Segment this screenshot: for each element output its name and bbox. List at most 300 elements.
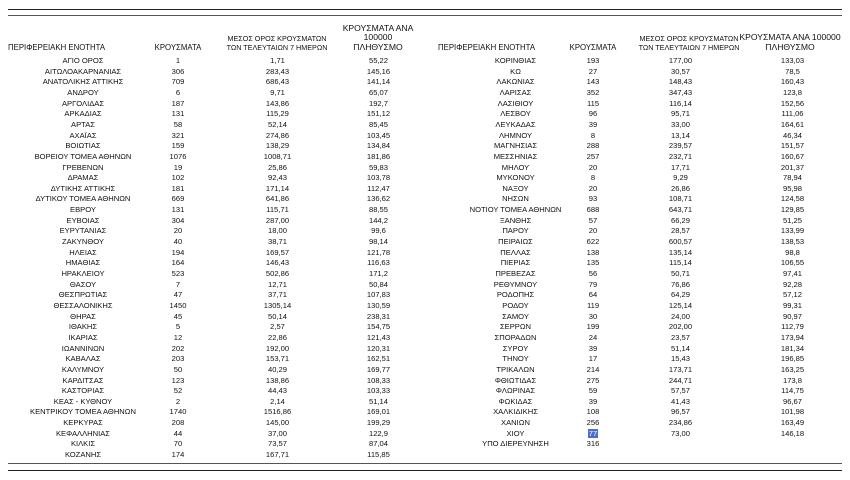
per100k-value: 136,62: [366, 194, 391, 204]
avg7-value: 146,43: [265, 258, 290, 268]
avg7-value: 9,71: [270, 87, 285, 97]
per100k-value: 50,84: [368, 279, 388, 289]
per100k-value: 162,51: [366, 354, 391, 364]
per100k-value: 120,31: [366, 343, 391, 353]
cases-value: 256: [586, 418, 600, 428]
region-name: ΠΙΕΡΙΑΣ: [500, 258, 531, 268]
per100k-value: 133,03: [780, 56, 805, 65]
avg7-value: 234,86: [668, 418, 693, 428]
per100k-value: 101,98: [780, 407, 805, 417]
per100k-value: 124,58: [780, 194, 805, 204]
cases-value: 203: [171, 354, 185, 364]
per100k-value: 88,55: [368, 205, 388, 215]
cases-value: 138: [586, 247, 600, 257]
table-row: [8, 429, 433, 438]
table-row: [433, 386, 842, 395]
cases-value: 135: [586, 258, 600, 268]
region-name: ΘΑΣΟΥ: [69, 279, 97, 289]
region-name: ΒΟΡΕΙΟΥ ΤΟΜΕΑ ΑΘΗΝΩΝ: [34, 151, 132, 161]
cases-value: 181: [171, 183, 185, 193]
table-row: [433, 365, 842, 374]
table-row: [433, 56, 842, 65]
region-name: ΗΛΕΙΑΣ: [69, 247, 97, 257]
table-row: [433, 173, 842, 182]
region-name: ΧΑΛΚΙΔΙΚΗΣ: [493, 407, 538, 417]
left-header-region: ΠΕΡΙΦΕΡΕΙΑΚΗ ΕΝΟΤΗΤΑ: [8, 42, 106, 52]
cases-value: 45: [173, 311, 183, 321]
per100k-value: 196,85: [780, 354, 805, 364]
region-name: ΛΑΣΙΘΙΟΥ: [497, 98, 534, 108]
avg7-value: 347,43: [668, 87, 693, 97]
per100k-value: 238,31: [366, 311, 391, 321]
per100k-value: 145,16: [366, 66, 391, 76]
table-row: [8, 312, 433, 321]
table-row: [8, 290, 433, 299]
avg7-value: 138,29: [265, 141, 290, 151]
cases-value: 187: [171, 98, 185, 108]
cases-value: 20: [588, 162, 598, 172]
region-name: ΕΥΡΥΤΑΝΙΑΣ: [59, 226, 107, 236]
cases-value: 288: [586, 141, 600, 151]
avg7-value: 40,29: [267, 364, 287, 374]
region-name: ΑΝΑΤΟΛΙΚΗΣ ΑΤΤΙΚΗΣ: [42, 77, 124, 87]
per100k-value: 96,67: [782, 396, 802, 406]
avg7-value: 135,14: [668, 247, 693, 257]
per100k-value: 98,8: [785, 247, 800, 257]
avg7-value: 76,86: [670, 279, 690, 289]
region-name: ΙΘΑΚΗΣ: [68, 322, 98, 332]
region-name: ΚΙΛΚΙΣ: [70, 439, 96, 449]
avg7-value: 116,14: [669, 98, 692, 108]
avg7-value: 95,71: [670, 109, 690, 119]
table-row: [8, 88, 433, 97]
cases-value: 47: [173, 290, 183, 300]
per100k-value: 171,2: [368, 269, 388, 278]
region-name: ΔΡΑΜΑΣ: [67, 173, 99, 183]
region-name: ΠΕΙΡΑΙΩΣ: [498, 237, 533, 247]
per100k-value: 103,78: [366, 173, 391, 183]
table-row: [8, 56, 433, 65]
per100k-value: 85,45: [368, 119, 388, 129]
avg7-value: 167,71: [265, 450, 290, 460]
region-name: ΜΗΛΟΥ: [501, 162, 530, 172]
per100k-value: 151,12: [366, 109, 391, 119]
avg7-value: 1,71: [270, 56, 285, 65]
table-row: [433, 88, 842, 97]
per100k-value: 98,14: [368, 237, 388, 247]
table-row: [8, 322, 433, 331]
region-name: ΥΠΟ ΔΙΕΡΕΥΝΗΣΗ: [482, 439, 549, 449]
region-name: ΠΡΕΒΕΖΑΣ: [495, 269, 536, 278]
avg7-value: 2,14: [270, 396, 285, 406]
region-name: ΧΑΝΙΩΝ: [501, 418, 530, 428]
cases-value: 20: [588, 183, 598, 193]
cases-value: 12: [173, 332, 183, 342]
per100k-value: 97,41: [782, 269, 802, 278]
right-header-avg7: ΜΕΣΟΣ ΟΡΟΣ ΚΡΟΥΣΜΑΤΩΝ ΤΩΝ ΤΕΛΕΥΤΑΙΩΝ 7 ΗΜΕΡΩΝ: [638, 34, 740, 52]
region-name: ΦΩΚΙΔΑΣ: [498, 396, 533, 406]
region-name: ΕΥΒΟΙΑΣ: [66, 215, 100, 225]
table-row: [8, 67, 433, 76]
avg7-value: 115,29: [266, 109, 289, 119]
per100k-value: 95,98: [782, 183, 802, 193]
cases-value: 20: [173, 226, 183, 236]
per100k-value: 92,28: [782, 279, 802, 289]
per100k-value: 55,22: [368, 56, 388, 65]
region-name: ΑΡΚΑΔΙΑΣ: [64, 109, 102, 119]
left-header-avg7: ΜΕΣΟΣ ΟΡΟΣ ΚΡΟΥΣΜΑΤΩΝ ΤΩΝ ΤΕΛΕΥΤΑΙΩΝ 7 ΗΜΕΡΩΝ: [226, 34, 328, 52]
per100k-value: 108,33: [366, 375, 391, 385]
cases-value: 108: [586, 407, 600, 417]
cases-value: 709: [171, 77, 185, 87]
bottom-rule-secondary: [8, 463, 842, 464]
per100k-value: 90,97: [782, 311, 802, 321]
per100k-value: 133,99: [780, 226, 805, 236]
per100k-value: 181,86: [366, 151, 391, 161]
region-name: ΑΡΤΑΣ: [71, 119, 95, 129]
right-header-cases: ΚΡΟΥΣΜΑΤΑ: [569, 42, 617, 52]
avg7-value: 22,86: [267, 332, 287, 342]
table-row: [433, 397, 842, 406]
avg7-value: 50,71: [670, 269, 690, 278]
cases-value: 8: [590, 130, 596, 140]
cases-value: 56: [588, 269, 598, 278]
avg7-value: 202,00: [668, 322, 693, 332]
avg7-value: 1008,71: [263, 151, 292, 161]
region-name: ΑΝΔΡΟΥ: [67, 87, 99, 97]
cases-value: 20: [588, 226, 598, 236]
cases-value: 70: [173, 439, 183, 449]
right-header-region: ΠΕΡΙΦΕΡΕΙΑΚΗ ΕΝΟΤΗΤΑ: [438, 42, 536, 52]
cases-value: 1740: [169, 407, 187, 417]
per100k-value: 199,29: [366, 418, 391, 428]
table-row: [433, 152, 842, 161]
region-name: ΗΜΑΘΙΑΣ: [65, 258, 101, 268]
per100k-value: 134,84: [366, 141, 391, 151]
region-name: ΑΙΤΩΛΟΑΚΑΡΝΑΝΙΑΣ: [44, 66, 122, 76]
table-row: [433, 376, 842, 385]
table-row: [433, 77, 842, 86]
avg7-value: 18,00: [267, 226, 287, 236]
cases-value: 257: [586, 151, 600, 161]
cases-value: 306: [171, 66, 185, 76]
avg7-value: 173,71: [668, 364, 693, 374]
per100k-value: 160,67: [780, 151, 805, 161]
cases-value: 194: [171, 247, 185, 257]
cases-value: 57: [588, 215, 598, 225]
cases-value: 77: [588, 428, 598, 438]
per100k-value: 115,85: [367, 450, 390, 460]
table-row: [8, 226, 433, 235]
avg7-value: 502,86: [265, 269, 290, 278]
cases-value: 214: [586, 364, 600, 374]
table-row: [8, 184, 433, 193]
region-name: ΤΡΙΚΑΛΩΝ: [496, 364, 535, 374]
cases-value: 1076: [169, 151, 187, 161]
region-name: ΜΕΣΣΗΝΙΑΣ: [493, 151, 538, 161]
per100k-value: 112,47: [367, 183, 390, 193]
cases-value: 39: [588, 343, 598, 353]
table-row: [433, 120, 842, 129]
per100k-value: 163,49: [780, 418, 805, 428]
table-row: [433, 280, 842, 289]
table-row: [433, 429, 842, 438]
region-name: ΔΥΤΙΚΟΥ ΤΟΜΕΑ ΑΘΗΝΩΝ: [35, 194, 131, 204]
avg7-value: 643,71: [668, 205, 693, 215]
table-row: [433, 258, 842, 267]
avg7-value: 108,71: [668, 194, 693, 204]
table-row: [8, 301, 433, 310]
avg7-value: 13,14: [670, 130, 690, 140]
cases-value: 688: [586, 205, 600, 215]
table-row: [433, 194, 842, 203]
cases-value: 669: [171, 194, 185, 204]
table-row: [433, 205, 842, 214]
cases-value: 96: [588, 109, 598, 119]
table-row: [8, 280, 433, 289]
cases-value: 622: [586, 237, 600, 247]
per100k-value: 111,06: [781, 109, 804, 119]
table-row: [433, 439, 842, 448]
avg7-value: 17,71: [670, 162, 690, 172]
region-name: ΞΑΝΘΗΣ: [499, 215, 532, 225]
region-name: ΚΟΡΙΝΘΙΑΣ: [494, 56, 537, 65]
region-name: ΡΕΘΥΜΝΟΥ: [493, 279, 538, 289]
table-row: [433, 322, 842, 331]
top-rule: [8, 9, 842, 10]
table-row: [8, 354, 433, 363]
table-row: [8, 205, 433, 214]
cases-value: 131: [171, 205, 185, 215]
cases-value: 39: [588, 396, 598, 406]
table-row: [8, 397, 433, 406]
table-row: [433, 163, 842, 172]
cases-value: 316: [586, 439, 600, 449]
table-row: [8, 376, 433, 385]
cases-value: 193: [586, 56, 600, 65]
avg7-value: 283,43: [265, 66, 290, 76]
per100k-value: 146,18: [780, 428, 805, 438]
table-row: [8, 216, 433, 225]
table-row: [8, 194, 433, 203]
table-row: [8, 344, 433, 353]
table-row: [433, 269, 842, 278]
region-name: ΠΕΛΛΑΣ: [500, 247, 531, 257]
avg7-value: 153,71: [265, 354, 290, 364]
cases-value: 202: [171, 343, 185, 353]
cases-value: 115: [586, 98, 600, 108]
avg7-value: 239,57: [668, 141, 693, 151]
region-name: ΡΟΔΟΠΗΣ: [496, 290, 535, 300]
per100k-value: 51,25: [782, 215, 802, 225]
region-name: ΝΟΤΙΟΥ ΤΟΜΕΑ ΑΘΗΝΩΝ: [469, 205, 562, 215]
left-header-per100k: ΚΡΟΥΣΜΑΤΑ ΑΝΑ 100000 ΠΛΗΘΥΣΜΟ: [342, 22, 414, 52]
avg7-value: 37,00: [267, 428, 287, 438]
table-row: [433, 216, 842, 225]
left-header-cases: ΚΡΟΥΣΜΑΤΑ: [154, 42, 202, 52]
avg7-value: 145,00: [265, 418, 290, 428]
table-row: [8, 365, 433, 374]
avg7-value: 232,71: [668, 151, 693, 161]
per100k-value: 129,85: [780, 205, 805, 215]
cases-value: 159: [171, 141, 185, 151]
table-row: [8, 407, 433, 416]
avg7-value: 287,00: [265, 215, 290, 225]
region-name: ΧΙΟΥ: [506, 428, 525, 438]
table-row: [8, 258, 433, 267]
table-row: [8, 269, 433, 278]
avg7-value: 51,14: [670, 343, 690, 353]
table-row: [8, 163, 433, 172]
avg7-value: 148,43: [668, 77, 693, 87]
avg7-value: 26,86: [670, 183, 690, 193]
region-name: ΑΓΙΟ ΟΡΟΣ: [62, 56, 104, 65]
cases-value: 59: [588, 386, 598, 396]
avg7-value: 37,71: [267, 290, 287, 300]
per100k-value: 151,57: [780, 141, 805, 151]
table-row: [433, 344, 842, 353]
region-name: ΜΑΓΝΗΣΙΑΣ: [493, 141, 538, 151]
avg7-value: 641,86: [265, 194, 290, 204]
region-name: ΦΛΩΡΙΝΑΣ: [495, 386, 536, 396]
per100k-value: 59,83: [368, 162, 388, 172]
cases-value: 27: [588, 66, 598, 76]
per100k-value: 201,37: [780, 162, 805, 172]
table-row: [8, 120, 433, 129]
per100k-value: 163,25: [780, 364, 805, 374]
avg7-value: 686,43: [265, 77, 290, 87]
avg7-value: 177,00: [668, 56, 693, 65]
per100k-value: 57,12: [782, 290, 802, 300]
cases-value: 143: [586, 77, 600, 87]
per100k-value: 123,8: [782, 87, 802, 97]
region-name: ΘΗΡΑΣ: [70, 311, 96, 321]
region-name: ΗΡΑΚΛΕΙΟΥ: [61, 269, 105, 278]
per100k-value: 173,94: [780, 332, 805, 342]
cases-value: 50: [173, 364, 183, 374]
avg7-value: 38,71: [267, 237, 287, 247]
per100k-value: 106,55: [780, 258, 805, 268]
table-row: [433, 312, 842, 321]
right-header-per100k: ΚΡΟΥΣΜΑΤΑ ΑΝΑ 100000 ΠΛΗΘΥΣΜΟ: [739, 32, 841, 52]
region-name: ΚΑΡΔΙΤΣΑΣ: [62, 375, 104, 385]
cases-value: 93: [588, 194, 598, 204]
region-name: ΛΕΣΒΟΥ: [500, 109, 531, 119]
region-name: ΛΑΚΩΝΙΑΣ: [496, 77, 535, 87]
cases-value: 119: [586, 300, 600, 310]
avg7-value: 9,29: [673, 173, 688, 183]
cases-value: 523: [171, 269, 185, 278]
avg7-value: 1305,14: [263, 300, 292, 310]
region-name: ΛΕΥΚΑΔΑΣ: [495, 119, 536, 129]
per100k-value: 112,79: [781, 322, 804, 332]
table-row: [8, 131, 433, 140]
avg7-value: 73,57: [267, 439, 287, 449]
bottom-rule: [8, 470, 842, 471]
per100k-value: 99,6: [371, 226, 386, 236]
avg7-value: 52,14: [267, 119, 287, 129]
region-name: ΕΒΡΟΥ: [70, 205, 96, 215]
per100k-value: 122,9: [368, 428, 388, 438]
avg7-value: 138,86: [265, 375, 290, 385]
per100k-value: 138,53: [780, 237, 805, 247]
table-row: [8, 450, 433, 459]
region-name: ΚΕΦΑΛΛΗΝΙΑΣ: [55, 428, 111, 438]
table-row: [8, 152, 433, 161]
cases-value: 19: [173, 162, 183, 172]
per100k-value: 141,14: [366, 77, 391, 87]
per100k-value: 154,75: [366, 322, 391, 332]
region-name: ΚΑΛΥΜΝΟΥ: [61, 364, 105, 374]
avg7-value: 96,57: [670, 407, 690, 417]
table-row: [8, 333, 433, 342]
per100k-value: 65,07: [368, 87, 388, 97]
region-name: ΓΡΕΒΕΝΩΝ: [62, 162, 104, 172]
region-name: ΦΘΙΩΤΙΔΑΣ: [494, 375, 537, 385]
cases-value: 199: [586, 322, 600, 332]
avg7-value: 125,14: [668, 300, 693, 310]
cases-value: 304: [171, 215, 185, 225]
per100k-value: 121,43: [366, 332, 391, 342]
avg7-value: 57,57: [670, 386, 690, 396]
region-name: ΚΩ: [510, 66, 521, 76]
region-name: ΚΕΡΚΥΡΑΣ: [63, 418, 103, 428]
table-row: [433, 290, 842, 299]
region-name: ΣΕΡΡΩΝ: [499, 322, 532, 332]
avg7-value: 12,71: [267, 279, 287, 289]
table-row: [433, 354, 842, 363]
cases-value: 102: [171, 173, 185, 183]
table-row: [433, 67, 842, 76]
region-name: ΝΗΣΩΝ: [502, 194, 529, 204]
cases-value: 6: [175, 87, 181, 97]
table-row: [8, 173, 433, 182]
region-name: ΚΕΑΣ - ΚΥΘΝΟΥ: [53, 396, 113, 406]
table-row: [8, 109, 433, 118]
per100k-value: 99,31: [782, 300, 802, 310]
table-row: [8, 141, 433, 150]
avg7-value: 64,29: [670, 290, 690, 300]
avg7-value: 192,00: [265, 343, 290, 353]
table-row: [433, 226, 842, 235]
region-name: ΣΑΜΟΥ: [502, 311, 529, 321]
cases-value: 208: [171, 418, 185, 428]
avg7-value: 25,86: [267, 162, 287, 172]
cases-value: 5: [175, 322, 181, 332]
table-row: [8, 386, 433, 395]
table-row: [8, 99, 433, 108]
per100k-value: 87,04: [368, 439, 388, 449]
table-row: [8, 237, 433, 246]
table-row: [433, 301, 842, 310]
avg7-value: 92,43: [267, 173, 287, 183]
region-name: ΙΚΑΡΙΑΣ: [68, 332, 98, 342]
per100k-value: 116,63: [367, 258, 390, 268]
per100k-value: 46,34: [782, 130, 802, 140]
table-row: [433, 141, 842, 150]
avg7-value: 115,71: [266, 205, 289, 215]
avg7-value: 24,00: [670, 311, 690, 321]
cases-value: 58: [173, 119, 183, 129]
cases-value: 30: [588, 311, 598, 321]
avg7-value: 30,57: [670, 66, 690, 76]
region-name: ΚΑΒΑΛΑΣ: [65, 354, 101, 364]
avg7-value: 33,00: [670, 119, 690, 129]
cases-value: 174: [171, 450, 185, 460]
table-row: [8, 439, 433, 448]
avg7-value: 171,14: [265, 183, 290, 193]
table-row: [433, 109, 842, 118]
